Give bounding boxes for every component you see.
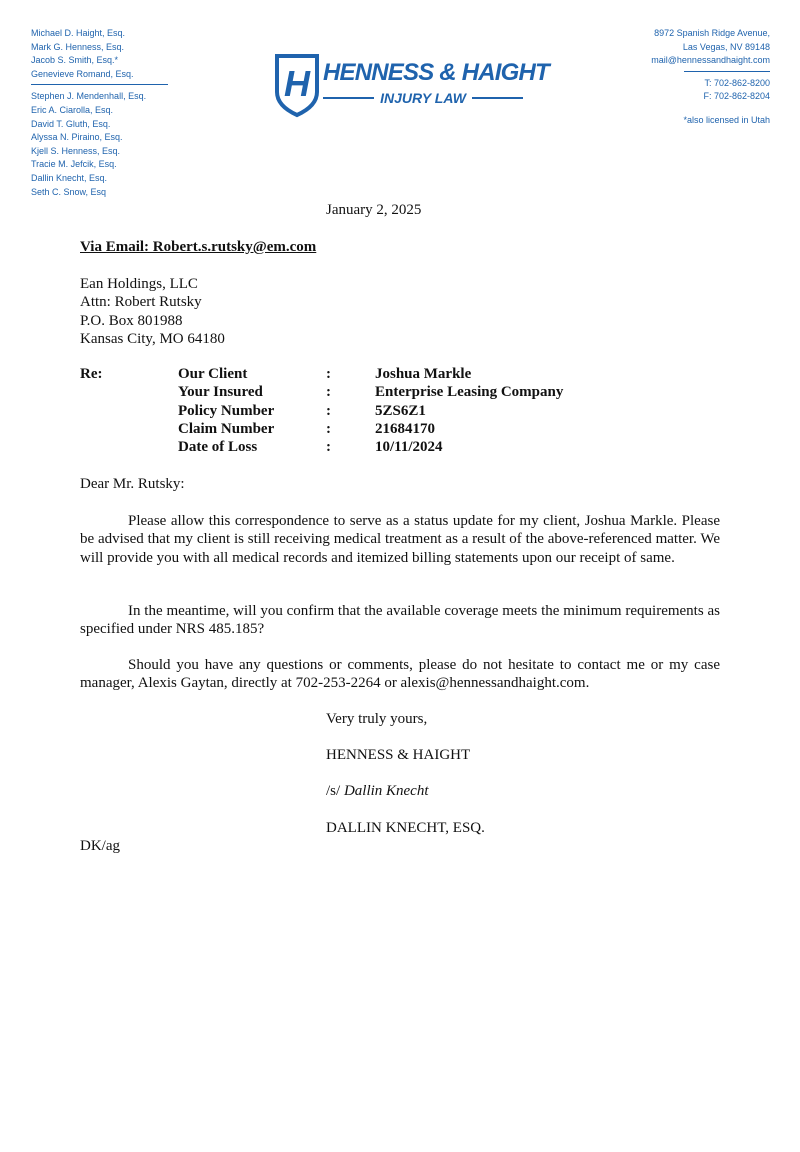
firm-logo: [273, 52, 549, 118]
salutation: Dear Mr. Rutsky:: [80, 476, 185, 492]
logo-letter: H: [284, 63, 310, 104]
signature-name: Dallin Knecht: [343, 783, 429, 799]
re-key: Your Insured: [178, 384, 263, 401]
attorney-name: Mark G. Henness, Esq.: [31, 41, 125, 52]
re-colon: :: [326, 366, 331, 382]
attorney-name: Dallin Knecht, Esq.: [31, 172, 108, 183]
firm-subtitle-row: [323, 90, 523, 106]
recipient-line: P.O. Box 801988: [80, 312, 183, 329]
re-value: 10/11/2024: [375, 439, 443, 456]
attorney-name: Seth C. Snow, Esq: [31, 186, 107, 197]
attorney-name: Tracie M. Jefcik, Esq.: [31, 159, 117, 170]
re-colon: :: [326, 384, 331, 401]
re-value: Joshua Markle: [375, 366, 472, 382]
typist-initials: DK/ag: [80, 838, 120, 854]
via-email-line: Via Email: Robert.s.rutsky@em.com: [80, 239, 317, 255]
firm-address-line1: 8972 Spanish Ridge Avenue,: [654, 28, 770, 38]
contact-divider: [684, 71, 770, 72]
re-value: 21684170: [375, 420, 435, 437]
attorney-divider: [31, 84, 168, 85]
recipient-line: Attn: Robert Rutsky: [80, 294, 202, 311]
recipient-line: Ean Holdings, LLC: [80, 276, 198, 292]
signature-prefix: /s/: [326, 783, 341, 799]
re-colon: :: [326, 420, 331, 437]
attorney-list: [31, 27, 168, 199]
re-key: Claim Number: [178, 420, 275, 437]
shield-logo-icon: [273, 52, 321, 118]
subtitle-rule-left: [323, 97, 374, 99]
body-paragraph: Please allow this correspondence to serve as a status update for my client, Joshua Markle. Please be advised that my client is still receiving medical treatment as a result of the above-referenced matter. We will provide you with all medical records and itemized billing statements upon our receipt of same.: [80, 513, 720, 566]
signer-name: DALLIN KNECHT, ESQ.: [326, 820, 485, 836]
attorney-name: Eric A. Ciarolla, Esq.: [31, 104, 114, 115]
firm-address-line2: Las Vegas, NV 89148: [682, 41, 770, 52]
attorney-name: Michael D. Haight, Esq.: [31, 28, 126, 38]
firm-subtitle: INJURY LAW: [380, 90, 466, 106]
attorney-name: David T. Gluth, Esq.: [31, 118, 111, 129]
licensed-note: *also licensed in Utah: [683, 114, 770, 125]
re-key: Our Client: [178, 366, 248, 382]
body-paragraph: In the meantime, will you confirm that the available coverage meets the minimum requirements as specified under NRS 485.185?: [80, 603, 720, 638]
closing: Very truly yours,: [326, 711, 428, 727]
attorney-name: Stephen J. Mendenhall, Esq.: [31, 91, 147, 102]
attorney-name: Genevieve Romand, Esq.: [31, 68, 134, 79]
firm-contact: [651, 27, 770, 128]
re-key: Date of Loss: [178, 439, 258, 456]
signature-firm: HENNESS & HAIGHT: [326, 747, 471, 763]
firm-name: HENNESS & HAIGHT: [323, 59, 549, 86]
signature-line: [326, 783, 429, 800]
firm-fax: F: 702-862-8204: [703, 91, 770, 102]
recipient-address: [80, 275, 225, 349]
recipient-line: Kansas City, MO 64180: [80, 331, 225, 348]
re-value: 5ZS6Z1: [375, 402, 426, 419]
attorney-name: Kjell S. Henness, Esq.: [31, 145, 121, 156]
body-paragraph: Should you have any questions or comments, please do not hesitate to contact me or my case manager, Alexis Gaytan, directly at 702-253-2264 or alexis@hennessandhaight.com.: [80, 657, 720, 692]
re-label: Re:: [80, 366, 103, 382]
attorney-name: Alyssa N. Piraino, Esq.: [31, 132, 123, 143]
subtitle-rule-right: [472, 97, 523, 99]
firm-phone: T: 702-862-8200: [704, 77, 770, 88]
attorney-name: Jacob S. Smith, Esq.*: [31, 55, 119, 66]
letter-date: January 2, 2025: [326, 202, 422, 218]
re-key: Policy Number: [178, 402, 275, 419]
re-colon: :: [326, 439, 331, 456]
re-value: Enterprise Leasing Company: [375, 384, 564, 401]
re-colon: :: [326, 402, 331, 419]
firm-email: mail@hennessandhaight.com: [651, 55, 770, 66]
